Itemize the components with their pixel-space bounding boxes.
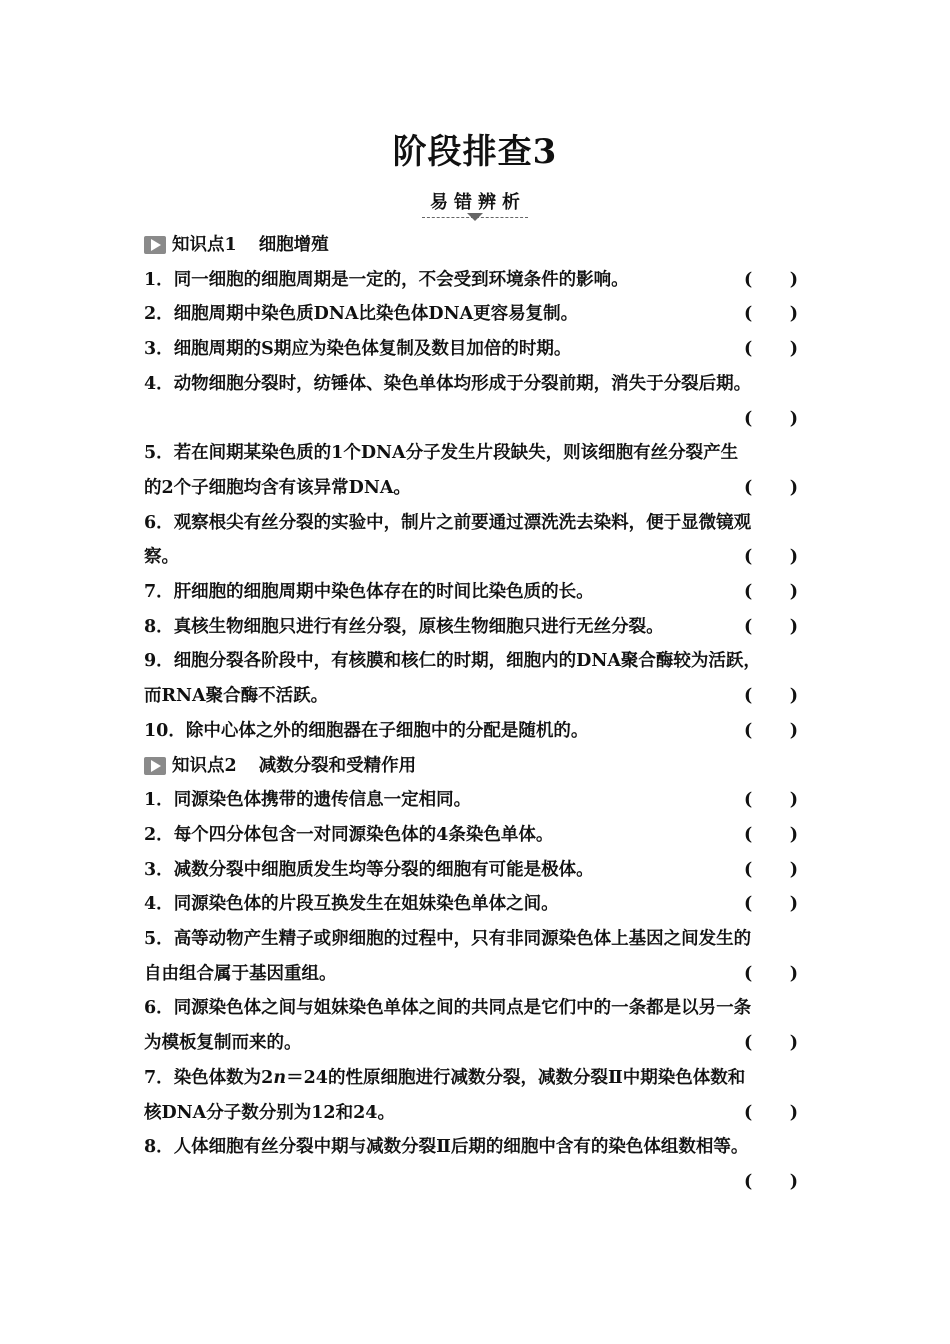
- question-item: [144, 644, 816, 713]
- section-header-1: [144, 228, 816, 263]
- answer-blank: [744, 679, 798, 714]
- paren-close: ): [789, 1102, 798, 1123]
- question-number: 6．: [144, 998, 174, 1019]
- paren-open: (: [744, 894, 753, 915]
- paren-close: ): [789, 339, 798, 360]
- question-text: 细胞周期的S期应为染色体复制及数目加倍的时期。: [173, 339, 572, 360]
- section-header-2: [144, 749, 816, 784]
- paren-open: (: [744, 582, 753, 603]
- question-item: [144, 367, 816, 436]
- paren-open: (: [744, 1102, 753, 1123]
- question-line: [144, 506, 816, 541]
- question-line: [144, 922, 816, 957]
- answer-blank: [744, 783, 798, 818]
- variable-n: n: [273, 1067, 287, 1088]
- question-number: 8．: [144, 1137, 174, 1158]
- answer-blank: [744, 297, 798, 332]
- answer-blank: [744, 818, 798, 853]
- answer-blank: [744, 714, 798, 749]
- question-text: 肝细胞的细胞周期中染色体存在的时间比染色质的长。: [173, 582, 594, 603]
- question-text-cont: 为模板复制而来的。: [144, 1033, 302, 1054]
- paren-open: (: [744, 304, 753, 325]
- paren-open: (: [744, 477, 753, 498]
- question-number: 7．: [144, 582, 174, 603]
- question-item: [144, 991, 816, 1060]
- subtitle-text: 易错辨析: [422, 188, 528, 218]
- question-item: [144, 1061, 816, 1130]
- answer-blank: [744, 471, 798, 506]
- answer-blank: [744, 402, 798, 437]
- paren-close: ): [789, 824, 798, 845]
- paren-close: ): [789, 1033, 798, 1054]
- answer-blank: [744, 887, 798, 922]
- answer-blank: [744, 957, 798, 992]
- answer-blank: [744, 1026, 798, 1061]
- section-label: 知识点1: [172, 235, 237, 255]
- question-line: [144, 1130, 816, 1165]
- page-title: 阶段排查3: [392, 132, 558, 172]
- question-text: 减数分裂中细胞质发生均等分裂的细胞有可能是极体。: [173, 859, 594, 880]
- question-number: 5．: [144, 929, 174, 950]
- paren-open: (: [744, 408, 753, 429]
- paren-open: (: [744, 963, 753, 984]
- paren-close: ): [789, 616, 798, 637]
- question-item: [144, 714, 816, 749]
- question-number: 2．: [144, 824, 174, 845]
- question-text: 染色体数为2: [173, 1067, 274, 1088]
- section-label: 知识点2: [172, 755, 237, 776]
- answer-blank: [744, 263, 798, 298]
- question-text: 真核生物细胞只进行有丝分裂，原核生物细胞只进行无丝分裂。: [173, 616, 664, 637]
- question-text: 细胞周期中染色质DNA比染色体DNA更容易复制。: [173, 304, 579, 325]
- answer-blank: [744, 1165, 798, 1200]
- question-number: 8．: [144, 616, 174, 637]
- paren-open: (: [744, 547, 753, 568]
- question-text-cont: 的2个子细胞均含有该异常DNA。: [144, 477, 411, 498]
- question-text-cont: 而RNA聚合酶不活跃。: [144, 686, 329, 707]
- paren-close: ): [789, 859, 798, 880]
- question-number: 1．: [144, 790, 174, 811]
- section-name: 减数分裂和受精作用: [258, 755, 417, 776]
- question-line: [144, 402, 816, 437]
- question-text-cont: 察。: [144, 547, 179, 568]
- question-text: 高等动物产生精子或卵细胞的过程中，只有非同源染色体上基因之间发生的: [173, 929, 752, 950]
- paren-open: (: [744, 824, 753, 845]
- question-item: [144, 506, 816, 575]
- question-item: [144, 263, 816, 298]
- question-item: [144, 332, 816, 367]
- paren-close: ): [789, 686, 798, 707]
- paren-close: ): [789, 304, 798, 325]
- paren-close: ): [789, 408, 798, 429]
- question-item: [144, 575, 816, 610]
- question-item: [144, 297, 816, 332]
- question-text: 观察根尖有丝分裂的实验中，制片之前要通过漂洗洗去染料，便于显微镜观: [173, 512, 752, 533]
- question-list: [144, 228, 816, 1200]
- question-line: [144, 436, 816, 471]
- answer-blank: [744, 540, 798, 575]
- question-item: [144, 1130, 816, 1199]
- section-name: 细胞增殖: [258, 235, 329, 255]
- question-number: 10．: [144, 720, 186, 741]
- paren-open: (: [744, 616, 753, 637]
- question-number: 7．: [144, 1067, 174, 1088]
- question-item: [144, 783, 816, 818]
- question-text: 同源染色体携带的遗传信息一定相同。: [173, 790, 472, 811]
- paren-close: ): [789, 547, 798, 568]
- subtitle-arrow-icon: [467, 213, 483, 221]
- paren-close: ): [789, 269, 798, 290]
- question-item: [144, 436, 816, 505]
- question-line: [144, 991, 816, 1026]
- answer-blank: [744, 575, 798, 610]
- question-number: 9．: [144, 651, 174, 672]
- question-number: 1．: [144, 269, 174, 290]
- question-number: 6．: [144, 512, 174, 533]
- question-text: 同源染色体的片段互换发生在姐妹染色单体之间。: [173, 894, 559, 915]
- answer-blank: [744, 610, 798, 645]
- question-text: 若在间期某染色质的1个DNA分子发生片段缺失，则该细胞有丝分裂产生: [173, 443, 739, 464]
- question-text: ＝24的性原细胞进行减数分裂，减数分裂Ⅱ中期染色体数和: [286, 1067, 746, 1088]
- paren-close: ): [789, 477, 798, 498]
- question-text: 同源染色体之间与姐妹染色单体之间的共同点是它们中的一条都是以另一条: [173, 998, 752, 1019]
- question-text: 同一细胞的细胞周期是一定的，不会受到环境条件的影响。: [173, 269, 629, 290]
- answer-blank: [744, 332, 798, 367]
- play-icon: [144, 236, 166, 254]
- paren-open: (: [744, 686, 753, 707]
- question-text: 除中心体之外的细胞器在子细胞中的分配是随机的。: [185, 720, 589, 741]
- question-line: [144, 1165, 816, 1200]
- question-item: [144, 887, 816, 922]
- play-icon: [144, 757, 166, 775]
- paren-close: ): [789, 894, 798, 915]
- paren-close: ): [789, 1171, 798, 1192]
- answer-blank: [744, 853, 798, 888]
- answer-blank: [744, 1096, 798, 1131]
- paren-close: ): [789, 790, 798, 811]
- question-text-cont: 自由组合属于基因重组。: [144, 963, 337, 984]
- paren-open: (: [744, 339, 753, 360]
- paren-open: (: [744, 720, 753, 741]
- question-number: 4．: [144, 894, 174, 915]
- question-item: [144, 610, 816, 645]
- question-number: 3．: [144, 339, 174, 360]
- paren-open: (: [744, 790, 753, 811]
- question-line: [144, 1061, 816, 1096]
- question-number: 4．: [144, 373, 174, 394]
- paren-open: (: [744, 1033, 753, 1054]
- question-number: 3．: [144, 859, 174, 880]
- question-text: 细胞分裂各阶段中，有核膜和核仁的时期，细胞内的DNA聚合酶较为活跃，: [173, 651, 761, 672]
- question-line: [144, 644, 816, 679]
- question-text-cont: 核DNA分子数分别为12和24。: [144, 1102, 395, 1123]
- question-number: 2．: [144, 304, 174, 325]
- question-item: [144, 818, 816, 853]
- paren-close: ): [789, 720, 798, 741]
- question-item: [144, 922, 816, 991]
- paren-open: (: [744, 859, 753, 880]
- question-number: 5．: [144, 443, 174, 464]
- question-line: [144, 367, 816, 402]
- question-text: 人体细胞有丝分裂中期与减数分裂Ⅱ后期的细胞中含有的染色体组数相等。: [173, 1137, 749, 1158]
- paren-open: (: [744, 1171, 753, 1192]
- question-text: 动物细胞分裂时，纺锤体、染色单体均形成于分裂前期，消失于分裂后期。: [173, 373, 752, 394]
- question-item: [144, 853, 816, 888]
- question-text: 每个四分体包含一对同源染色体的4条染色单体。: [173, 824, 554, 845]
- paren-open: (: [744, 269, 753, 290]
- paren-close: ): [789, 963, 798, 984]
- paren-close: ): [789, 582, 798, 603]
